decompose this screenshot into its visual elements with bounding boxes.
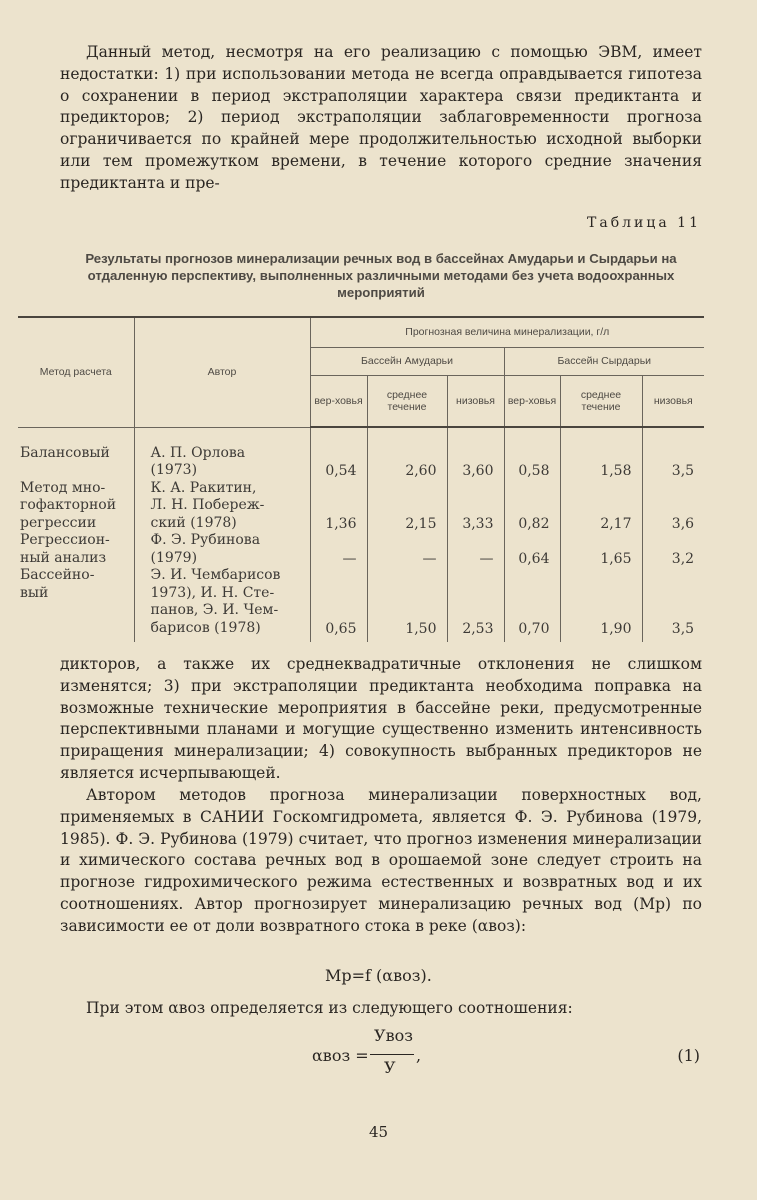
col-method: Метод расчета	[18, 317, 134, 427]
author-line: 1973), И. Н. Сте-	[150, 584, 275, 601]
sub-lower: низовья	[447, 375, 504, 427]
value-cell: 3,60	[462, 463, 494, 479]
table-label: Таблица 11	[587, 215, 701, 231]
value-cell: 3,5	[671, 620, 695, 637]
value-cell: 0,65	[325, 620, 357, 637]
value-cell: 3,5	[671, 463, 695, 479]
paragraph-continued: дикторов, а также их среднеквадратичные отклонения не слишком изменятся; 3) при экстраполяции предиктанта необходима поправка на возможные технические мероприятия в бассейне реки, предусмотренные перспективными планами и могущие существенно изменить интенсивность приращения минерализации; 4) совокупность выбранных предикторов не является исчерпывающей.	[60, 655, 702, 782]
sub-upper: вер-ховья	[504, 375, 560, 427]
value-cell: 0,54	[325, 463, 357, 479]
author-line: А. П. Орлова	[150, 444, 246, 461]
formula-numerator: Увоз	[374, 1026, 413, 1045]
value-cell: 2,53	[462, 620, 494, 637]
value-cell: —	[479, 550, 494, 567]
author-line: (1973)	[150, 462, 198, 478]
value-cell: 3,2	[671, 550, 695, 567]
paragraph-top: Данный метод, несмотря на его реализацию с помощью ЭВМ, имеет недостатки: 1) при использовании метода не всегда оправдывается гипотеза о сохранении в период экстраполяции характера связи предиктанта и предикторов; 2) период экстраполяции заблаговременности прогноза ограничивается по крайней мере продолжительностью исходной выборки или тем промежутком времени, в течение которого средние значения предиктанта и пре-	[60, 43, 702, 192]
method-line: ный анализ	[20, 549, 107, 566]
value-cell: 0,70	[518, 620, 550, 637]
method-line: регрессии	[20, 514, 97, 531]
value-cell: 2,15	[405, 515, 437, 532]
method-line: Регрессион-	[20, 532, 110, 548]
paragraph-author: Автором методов прогноза минерализации поверхностных вод, применяемых в САНИИ Госкомгидромета, является Ф. Э. Рубинова (1979, 1985). Ф. Э. Рубинова (1979) считает, что прогноз изменения минерализации и химического состава речных вод в орошаемой зоне следует строить на прогнозе гидрохимического режима естественных и возвратных вод и их соотношениях. Автор прогнозирует минерализацию речных вод (Mр) по зависимости ее от доли возвратного стока в реке (αвоз):	[60, 786, 702, 935]
method-line: гофакторной	[20, 497, 117, 513]
method-line: Балансовый	[20, 444, 110, 461]
method-line	[20, 462, 134, 480]
author-line: К. А. Ракитин,	[150, 479, 257, 496]
method-line: Бассейно-	[20, 567, 95, 583]
method-line: Метод мно-	[20, 479, 106, 496]
formula-tail: ,	[416, 1046, 422, 1065]
value-cell: 1,65	[600, 550, 632, 567]
value-cell: 0,58	[518, 463, 550, 479]
formula-main: Mр=f (αвоз).	[325, 966, 432, 985]
author-line: барисов (1978)	[150, 619, 261, 636]
author-line: (1979)	[150, 549, 198, 566]
author-line: Ф. Э. Рубинова	[150, 532, 261, 548]
value-cell: 1,90	[600, 620, 632, 637]
page-number: 45	[368, 1123, 389, 1141]
value-cell: 2,17	[600, 515, 632, 532]
author-line: Э. И. Чембарисов	[150, 567, 281, 583]
col-forecast: Прогнозная величина минерализации, г/л	[310, 317, 704, 347]
method-line: вый	[20, 584, 49, 601]
value-cell: 2,60	[405, 463, 437, 479]
basin-amu: Бассейн Амударьи	[310, 347, 504, 375]
fraction-bar	[370, 1054, 414, 1055]
paragraph-alpha: При этом αвоз определяется из следующего соотношения:	[86, 999, 573, 1017]
sub-lower: низовья	[642, 375, 704, 427]
value-cell: 1,50	[405, 620, 437, 637]
value-cell: 0,64	[518, 550, 550, 567]
value-cell: 0,82	[518, 515, 550, 532]
col-author: Автор	[134, 317, 310, 427]
value-cell: —	[422, 550, 437, 567]
sub-upper: вер-ховья	[310, 375, 367, 427]
value-cell: 3,6	[671, 515, 695, 532]
sub-middle: среднее течение	[367, 375, 447, 427]
formula-denominator: У	[384, 1058, 396, 1077]
formula-1	[312, 1026, 732, 1086]
basin-syr: Бассейн Сырдарьи	[504, 347, 704, 375]
table-caption: Результаты прогнозов минерализации речных вод в бассейнах Амударьи и Сырдарьи на отдаленную перспективу, выполненных различными методами без учета водоохранных мероприятий	[85, 251, 677, 300]
forecast-table	[18, 316, 704, 642]
formula-lhs: αвоз =	[312, 1046, 369, 1065]
author-line: Л. Н. Побереж-	[150, 497, 265, 513]
author-line: ский (1978)	[150, 514, 237, 531]
formula-number: (1)	[677, 1046, 700, 1065]
sub-middle: среднее течение	[560, 375, 642, 427]
author-line: панов, Э. И. Чем-	[150, 602, 279, 618]
value-cell: 1,58	[600, 463, 632, 479]
value-cell: 3,33	[462, 515, 494, 532]
value-cell: 1,36	[325, 515, 357, 532]
value-cell: —	[342, 550, 357, 567]
